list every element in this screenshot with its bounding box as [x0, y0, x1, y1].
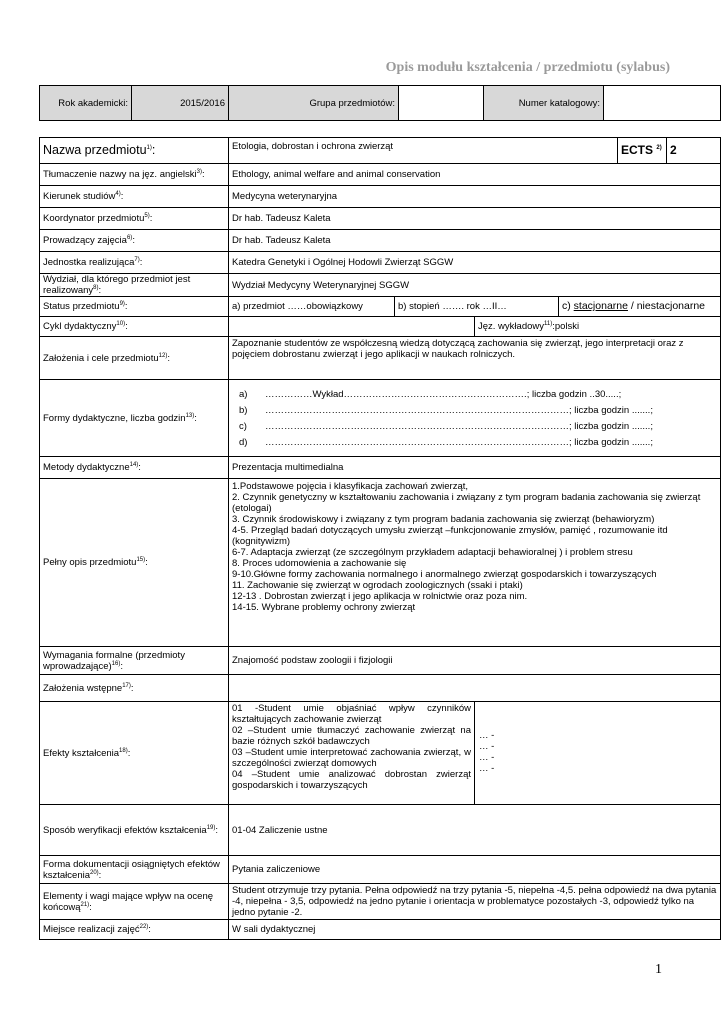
status-b: b) stopień ……. rok …II… — [395, 297, 559, 317]
document-title: Opis modułu kształcenia / przedmiotu (sylabus) — [385, 60, 670, 75]
effect-item: 01 -Student umie objaśniać wpływ czynników kształtujących zachowanie zwierząt — [232, 703, 471, 725]
subject-group-value — [399, 86, 484, 121]
effects-right — [475, 702, 721, 805]
forms-value — [229, 380, 721, 457]
effect-item: 04 –Student umie analizować dobrostan zwierząt gospodarskich i towarzyszących — [232, 769, 471, 791]
field-of-study-label: Kierunek studiów$^{4)}$: — [40, 186, 229, 208]
goals-value: Zapoznanie studentów ze współczesną wiedzą dotyczącą zachowania się zwierząt, jego interpretacji oraz z pojęciem dobrostanu zwierząt i jego aplikacji w naukach rolniczych. — [229, 337, 721, 380]
prerequisites-label: Założenia wstępne$^{17)}$: — [40, 675, 229, 702]
description-line: 1.Podstawowe pojęcia i klasyfikacja zachowań zwierząt, — [232, 481, 469, 492]
translation-label: Tłumaczenie nazwy na jęz. angielski$^{3)}$: — [40, 164, 229, 186]
effect-placeholder: … - — [479, 752, 495, 763]
prerequisites-value — [229, 675, 721, 702]
unit-value: Katedra Genetyki i Ogólnej Hodowli Zwierząt SGGW — [229, 252, 721, 274]
place-label: Miejsce realizacji zajęć$^{22)}$: — [40, 920, 229, 940]
documentation-label: Forma dokumentacji osiągniętych efektów kształcenia$^{20)}$: — [40, 856, 229, 884]
coordinator-label: Koordynator przedmiotu$^{5)}$: — [40, 208, 229, 230]
ects-label: ECTS $^{2)}$ — [618, 138, 667, 164]
description-line: 4-5. Przegląd badań dotyczących umysłu zwierząt –funkcjonowanie zmysłów, pamięć , rozumowanie itd (kognitywizm) — [232, 525, 671, 547]
unit-label: Jednostka realizująca$^{7)}$: — [40, 252, 229, 274]
subject-name-value: Etologia, dobrostan i ochrona zwierząt — [229, 138, 618, 164]
requirements-value: Znajomość podstaw zoologii i fizjologii — [229, 647, 721, 675]
effects-left — [229, 702, 475, 805]
effect-item: 02 –Student umie tłumaczyć zachowanie zwierząt na bazie różnych szkół badawczych — [232, 725, 471, 747]
coordinator-value: Dr hab. Tadeusz Kaleta — [229, 208, 721, 230]
weights-label: Elementy i wagi mające wpływ na ocenę końcową$^{21)}$: — [40, 884, 229, 920]
description-value — [229, 479, 721, 647]
description-line: 8. Proces udomowienia a zachowanie się — [232, 558, 407, 569]
academic-year-label: Rok akademicki: — [40, 86, 132, 121]
teacher-label: Prowadzący zajęcia$^{6)}$: — [40, 230, 229, 252]
methods-value: Prezentacja multimedialna — [229, 457, 721, 479]
subject-group-label: Grupa przedmiotów: — [229, 86, 399, 121]
translation-value: Ethology, animal welfare and animal conservation — [229, 164, 721, 186]
verification-label: Sposób weryfikacji efektów kształcenia$^{19)}$: — [40, 805, 229, 856]
catalog-number-label: Numer katalogowy: — [484, 86, 604, 121]
description-label: Pełny opis przedmiotu$^{15)}$: — [40, 479, 229, 647]
description-line: 14-15. Wybrane problemy ochrony zwierząt — [232, 602, 416, 613]
description-line: 11. Zachowanie się zwierząt w ogrodach zoologicznych (ssaki i ptaki) — [232, 580, 523, 591]
verification-value: 01-04 Zaliczenie ustne — [229, 805, 721, 856]
effect-item: 03 –Student umie interpretować zachowania zwierząt, w szczególności zwierząt domowych — [232, 747, 471, 769]
form-row: a) ……………Wykład………………………………………………….; liczba godzin ..30.....; — [239, 388, 622, 400]
form-row: b) ……………………………………………………………………………………; liczba godzin .......; — [239, 404, 653, 416]
weights-value: Student otrzymuje trzy pytania. Pełna odpowiedź na trzy pytania -5, niepełna -4,5. pełna odpowiedź na dwa pytania -4, niepełna - 3,5, odpowiedź na jedno pytanie i orientacja w problematyce pozostałych -3, odpowiedź tylko na jedno pytanie -2. — [229, 884, 721, 920]
top-info-table — [39, 85, 721, 121]
effects-label: Efekty kształcenia$^{18)}$: — [40, 702, 229, 805]
description-line: 2. Czynnik genetyczny w kształtowaniu zachowania i związany z tym program badania zachowania się zwierząt (etologai) — [232, 492, 703, 514]
effect-placeholder: … - — [479, 741, 495, 752]
requirements-label: Wymagania formalne (przedmioty wprowadzające)$^{16)}$: — [40, 647, 229, 675]
status-c: c) stacjonarne / niestacjonarne — [559, 297, 721, 317]
subject-name-label: Nazwa przedmiotu$^{1)}$: — [40, 138, 229, 164]
ects-value: 2 — [667, 138, 721, 164]
catalog-number-value — [604, 86, 721, 121]
goals-label: Założenia i cele przedmiotu$^{12)}$: — [40, 337, 229, 380]
academic-year-value: 2015/2016 — [132, 86, 229, 121]
description-line: 12-13 . Dobrostan zwierząt i jego aplikacja w rolnictwie oraz poza nim. — [232, 591, 528, 602]
faculty-value: Wydział Medycyny Weterynaryjnej SGGW — [229, 274, 721, 297]
effect-placeholder: … - — [479, 730, 495, 741]
faculty-label: Wydział, dla którego przedmiot jest realizowany$^{8)}$: — [40, 274, 229, 297]
teacher-value: Dr hab. Tadeusz Kaleta — [229, 230, 721, 252]
status-a: a) przedmiot ……obowiązkowy — [229, 297, 395, 317]
description-line: 9-10.Główne formy zachowania normalnego i anormalnego zwierząt gospodarskich i towarzyszących — [232, 569, 657, 580]
description-line: 3. Czynnik środowiskowy i związany z tym program badania zachowania się zwierząt (behawioryzm) — [232, 514, 655, 525]
cycle-label: Cykl dydaktyczny$^{10)}$: — [40, 317, 229, 337]
place-value: W sali dydaktycznej — [229, 920, 721, 940]
documentation-value: Pytania zaliczeniowe — [229, 856, 721, 884]
form-row: d) ……………………………………………………………………………………; liczba godzin .......; — [239, 436, 653, 448]
cycle-value — [229, 317, 475, 337]
page-number: 1 — [655, 962, 662, 977]
status-label: Status przedmiotu$^{9)}$: — [40, 297, 229, 317]
description-line: 6-7. Adaptacja zwierząt (ze szczególnym przykładem adaptacji behawioralnej ) i problem stresu — [232, 547, 633, 558]
language-cell: Jęz. wykładowy$^{11)}$:polski — [475, 317, 721, 337]
syllabus-table — [39, 137, 721, 940]
effect-placeholder: … - — [479, 763, 495, 774]
forms-label: Formy dydaktyczne, liczba godzin$^{13)}$: — [40, 380, 229, 457]
field-of-study-value: Medycyna weterynaryjna — [229, 186, 721, 208]
form-row: c) ……………………………………………………………………………………; liczba godzin .......; — [239, 420, 653, 432]
status-c-selected: stacjonarne — [573, 300, 628, 312]
methods-label: Metody dydaktyczne$^{14)}$: — [40, 457, 229, 479]
